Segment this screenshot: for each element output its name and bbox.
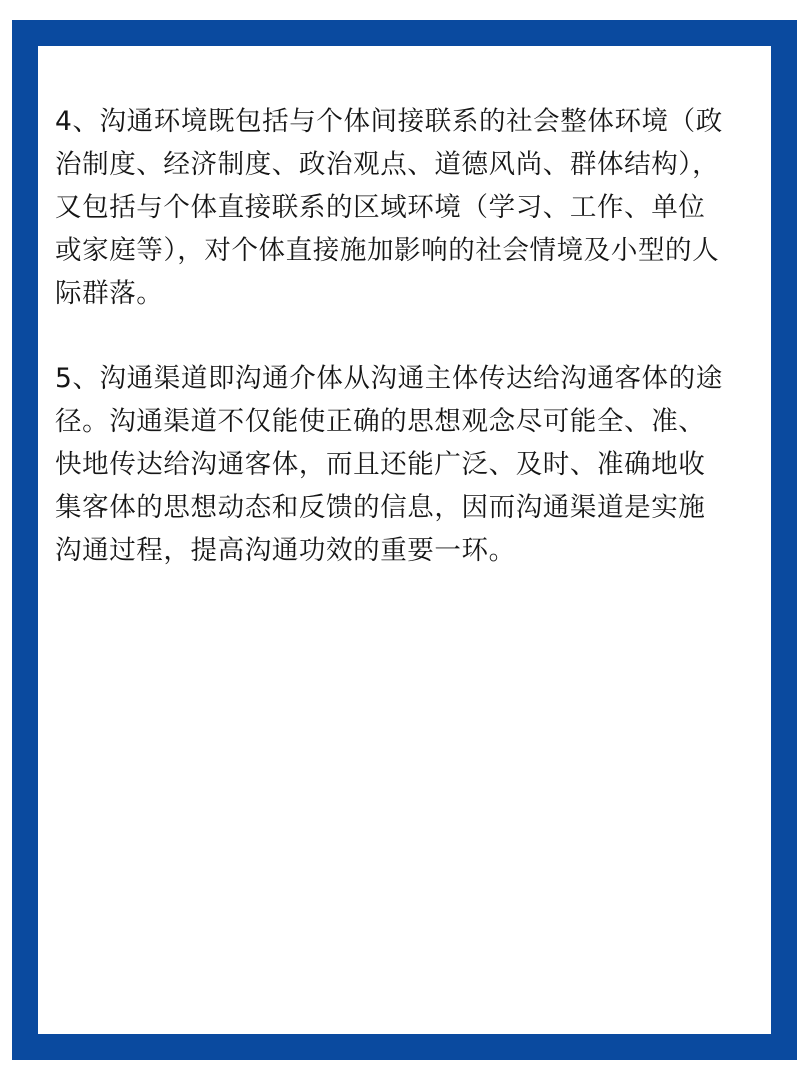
paragraph-communication-channel: 5、沟通渠道即沟通介体从沟通主体传达给沟通客体的途径。沟通渠道不仅能使正确的思想观念尽可能全、准、快地传达给沟通客体，而且还能广泛、及时、准确地收集客体的思想动态和反馈的信息，因而沟通渠道是实施沟通过程，提高沟通功效的重要一环。: [55, 363, 723, 566]
paragraph-communication-environment: 4、沟通环境既包括与个体间接联系的社会整体环境（政治制度、经济制度、政治观点、道德风尚、群体结构），又包括与个体直接联系的区域环境（学习、工作、单位或家庭等），对个体直接施加影响的社会情境及小型的人际群落。: [55, 106, 723, 309]
text-content: [55, 100, 725, 572]
